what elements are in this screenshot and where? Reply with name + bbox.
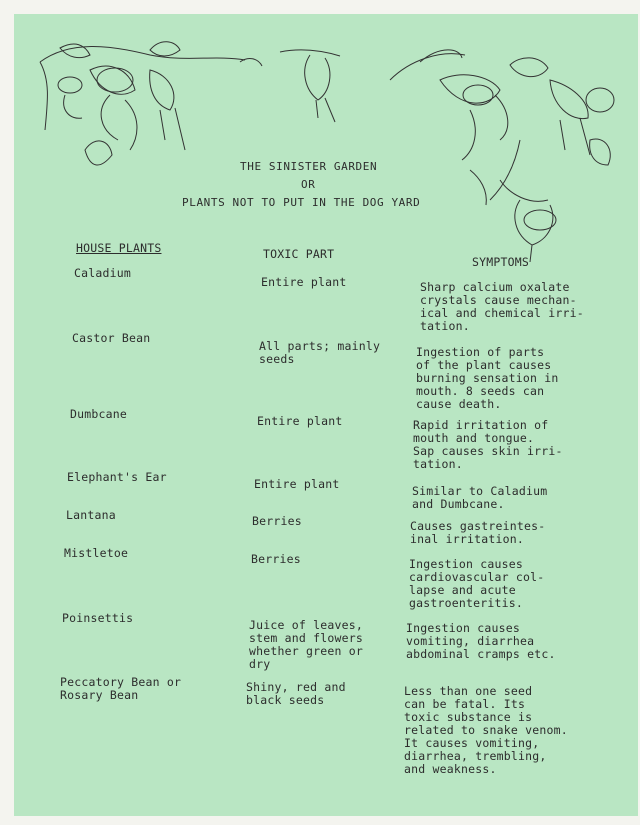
toxic-part: All parts; mainly seeds: [259, 339, 381, 366]
symptoms: Less than one seed can be fatal. Its toxic substance is related to snake venom. It causes vomiting, diarrhea, trembling, and weakness.: [404, 684, 568, 776]
plant-name: Caladium: [74, 266, 131, 280]
plant-name: Lantana: [66, 508, 116, 522]
plant-name: Elephant's Ear: [67, 470, 167, 484]
title-line-1: THE SINISTER GARDEN: [240, 160, 378, 173]
plant-name: Dumbcane: [70, 407, 127, 421]
symptoms: Causes gastreintes- inal irritation.: [410, 519, 546, 546]
symptoms: Similar to Caladium and Dumbcane.: [412, 484, 548, 511]
toxic-part: Shiny, red and black seeds: [246, 680, 346, 707]
symptoms: Ingestion causes cardiovascular col- lapse and acute gastroenteritis.: [409, 557, 545, 610]
title-line-3: PLANTS NOT TO PUT IN THE DOG YARD: [182, 196, 421, 209]
plant-name: Mistletoe: [64, 546, 129, 560]
toxic-part: Berries: [252, 514, 302, 528]
symptoms: Ingestion causes vomiting, diarrhea abdominal cramps etc.: [406, 621, 556, 661]
toxic-part: Berries: [251, 552, 301, 566]
symptoms: Rapid irritation of mouth and tongue. Sap causes skin irri- tation.: [413, 418, 563, 471]
symptoms: Sharp calcium oxalate crystals cause mechan- ical and chemical irri- tation.: [420, 280, 584, 333]
toxic-part: Entire plant: [254, 477, 340, 491]
header-toxic-part: TOXIC PART: [263, 247, 335, 261]
header-symptoms: SYMPTOMS: [472, 255, 529, 269]
plant-name: Poinsettis: [62, 611, 134, 625]
header-house-plants: HOUSE PLANTS: [76, 241, 162, 255]
symptoms: Ingestion of parts of the plant causes burning sensation in mouth. 8 seeds can cause death.: [416, 345, 559, 411]
plant-name: Castor Bean: [72, 331, 151, 345]
title-line-2: OR: [301, 178, 316, 191]
toxic-part: Juice of leaves, stem and flowers whether green or dry: [249, 618, 363, 671]
plant-name: Peccatory Bean or Rosary Bean: [60, 675, 182, 702]
toxic-part: Entire plant: [261, 275, 347, 289]
toxic-part: Entire plant: [257, 414, 343, 428]
